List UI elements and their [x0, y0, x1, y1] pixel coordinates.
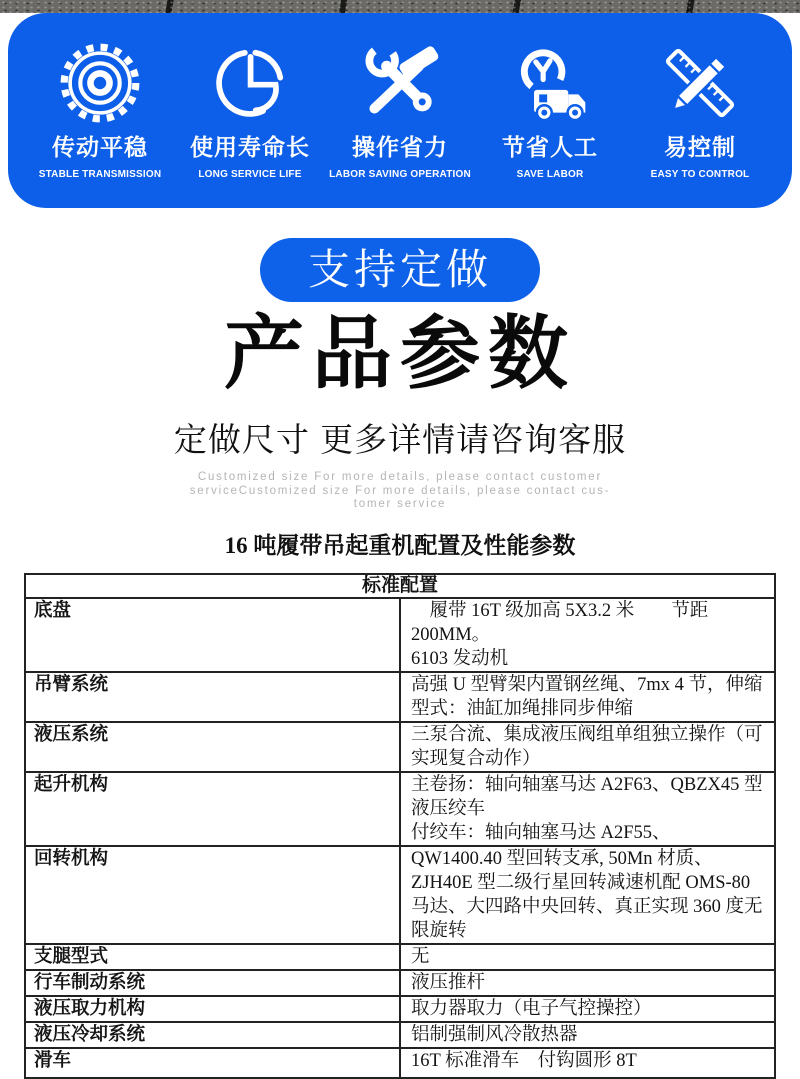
- page-subtitle: 定做尺寸 更多详情请咨询客服: [173, 421, 627, 458]
- row-value: QW1400.40 型回转支承, 50Mn 材质、ZJH40E 型二级行星回转减速机配 OMS-80 马达、大四路中央回转、真正实现 360 度无限旋转: [400, 846, 775, 944]
- table-row: [25, 1022, 775, 1048]
- row-name: 支腿型式: [25, 944, 400, 970]
- note-line: Customized size For more details, please contact customer: [197, 471, 603, 483]
- table-row: [25, 772, 775, 846]
- note-line: serviceCustomized size For more details, please contact cus-: [189, 484, 611, 497]
- row-value: 三泵合流、集成液压阀组单组独立操作（可实现复合动作）: [400, 722, 775, 772]
- customization-badge-button[interactable]: 支持定做: [260, 238, 540, 302]
- stone-texture-strip: [0, 0, 800, 13]
- table-row: [25, 846, 775, 944]
- row-value: 16T 标准滑车 付钩圆形 8T: [400, 1048, 775, 1078]
- row-value: 无: [400, 944, 775, 970]
- pie-clock-icon: [175, 39, 325, 127]
- feature-label: 传动平稳: [52, 134, 148, 160]
- feature-item-labor-saving: [325, 39, 475, 208]
- truck-clock-icon: [475, 39, 625, 127]
- row-name: 行车制动系统: [25, 970, 400, 996]
- feature-item-save-labor: [475, 39, 625, 208]
- row-value: 主卷扬：轴向轴塞马达 A2F63、QBZX45 型液压绞车 付绞车：轴向轴塞马达 A2F55、: [400, 772, 775, 846]
- feature-sublabel: LABOR SAVING OPERATION: [329, 169, 471, 180]
- row-name: 起升机构: [25, 772, 400, 846]
- row-value: 铝制强制风冷散热器: [400, 1022, 775, 1048]
- table-row: [25, 722, 775, 772]
- feature-item-long-service-life: [175, 39, 325, 208]
- spec-table: [24, 573, 776, 1079]
- page-title: 产品参数: [224, 309, 576, 398]
- feature-banner: [8, 13, 792, 208]
- feature-sublabel: EASY TO CONTROL: [650, 169, 750, 180]
- row-name: 吊臂系统: [25, 672, 400, 722]
- feature-label: 操作省力: [352, 134, 448, 160]
- feature-label: 易控制: [664, 134, 736, 160]
- gear-icon: [25, 39, 175, 127]
- feature-sublabel: LONG SERVICE LIFE: [198, 169, 302, 180]
- row-name: 液压系统: [25, 722, 400, 772]
- feature-item-stable-transmission: [25, 39, 175, 208]
- table-header-row: [25, 574, 775, 598]
- feature-sublabel: SAVE LABOR: [516, 169, 584, 180]
- feature-label: 使用寿命长: [190, 134, 310, 160]
- row-name: 滑车: [25, 1048, 400, 1078]
- feature-label: 节省人工: [502, 134, 598, 160]
- feature-item-easy-control: [625, 39, 775, 208]
- row-name: 回转机构: [25, 846, 400, 944]
- row-value: 高强 U 型臂架内置钢丝绳、7mx 4 节，伸缩型式：油缸加绳排同步伸缩: [400, 672, 775, 722]
- customer-service-note: [0, 471, 800, 512]
- row-value: 履带 16T 级加高 5X3.2 米 节距 200MM。 6103 发动机: [400, 598, 775, 672]
- ruler-pencil-icon: [625, 39, 775, 127]
- table-row: [25, 996, 775, 1022]
- row-name: 液压取力机构: [25, 996, 400, 1022]
- row-value: 液压推杆: [400, 970, 775, 996]
- tools-icon: [325, 39, 475, 127]
- table-header-cell: 标准配置: [25, 574, 775, 598]
- table-row: [25, 944, 775, 970]
- row-value: 取力器取力（电子气控操控）: [400, 996, 775, 1022]
- table-row: [25, 1048, 775, 1078]
- table-row: [25, 598, 775, 672]
- spec-table-title: 16 吨履带吊起重机配置及性能参数: [224, 532, 576, 558]
- table-row: [25, 970, 775, 996]
- note-line: tomer service: [353, 498, 447, 510]
- row-name: 液压冷却系统: [25, 1022, 400, 1048]
- row-name: 底盘: [25, 598, 400, 672]
- table-row: [25, 672, 775, 722]
- feature-sublabel: STABLE TRANSMISSION: [38, 169, 162, 180]
